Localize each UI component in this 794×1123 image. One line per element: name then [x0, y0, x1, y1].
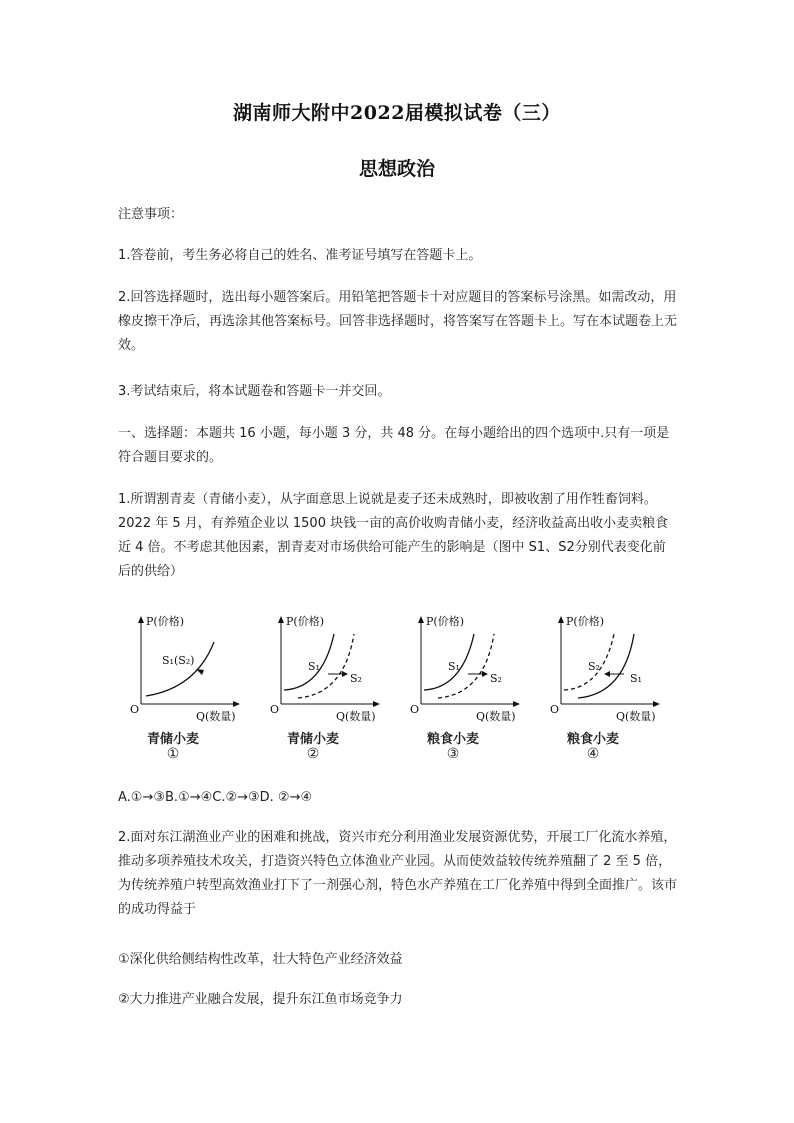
diagram-1-caption: 青储小麦 [146, 732, 199, 747]
s2-label: S₂ [588, 660, 600, 673]
x-axis-label: Q(数量) [196, 710, 236, 723]
diagram-4-caption: 粮食小麦 [566, 732, 619, 747]
y-axis-arrow [138, 616, 144, 623]
exam-title: 湖南师大附中2022届模拟试卷（三） [233, 102, 561, 124]
diagram-3-number: ③ [446, 746, 460, 762]
x-axis-arrow [233, 701, 240, 707]
x-axis-arrow [513, 701, 520, 707]
shift-arrow-head [342, 671, 348, 677]
curve-label: S₁(S₂) [162, 654, 195, 667]
origin-label: O [410, 703, 420, 716]
s1-label: S₁ [630, 672, 642, 685]
shift-arrow-head [482, 671, 488, 677]
x-axis-arrow [653, 701, 660, 707]
origin-label: O [550, 703, 560, 716]
question-2-stem: 2.面对东江湖渔业产业的困难和挑战，资兴市充分利用渔业发展资源优势，开展工厂化流水养殖，推动多项养殖技术攻关，打造资兴特色立体渔业产业园。从而使效益较传统养殖翻了 2 至 5 倍，为传统养殖户转型高效渔业打下了一剂强心剂，特色水产养殖在工厂化养殖中得到全面推广。该市的成功得益于 [118, 830, 678, 917]
diagram-3-caption: 粮食小麦 [426, 732, 479, 747]
notice-item-3: 3.考试结束后，将本试题卷和答题卡一并交回。 [118, 384, 391, 399]
y-axis-label: P(价格) [286, 615, 324, 628]
origin-label: O [130, 703, 140, 716]
supply-diagram-1 [118, 612, 258, 792]
s2-label: S₂ [350, 672, 362, 685]
x-axis-label: Q(数量) [476, 710, 516, 723]
notice-heading: 注意事项： [118, 207, 184, 222]
diagram-1-number: ① [166, 746, 180, 762]
notice-item-1: 1.答卷前，考生务必将自己的姓名、准考证号填写在答题卡上。 [118, 248, 482, 263]
question-1-stem: 1.所谓割青麦（青储小麦），从字面意思上说就是麦子还未成熟时，即被收割了用作牲畜饲料。2022 年 5 月，有养殖企业以 1500 块钱一亩的高价收购青储小麦，经济收益高出收小麦卖粮食近 4 倍。不考虑其他因素，割青麦对市场供给可能产生的影响是（图中 S1、S2分别代表变化前后的供给） [118, 492, 669, 579]
question-2-option-1: ①深化供给侧结构性改革，壮大特色产业经济效益 [118, 952, 403, 967]
y-axis-label: P(价格) [426, 615, 464, 628]
curve-arrow [196, 669, 204, 675]
s1-label: S₁ [448, 660, 460, 673]
y-axis-arrow [418, 616, 424, 623]
diagram-2-plot [258, 612, 398, 722]
shift-arrow-head [604, 671, 610, 677]
supply-curve-s2 [438, 634, 494, 698]
supply-curve-s2 [298, 634, 354, 698]
s1-label: S₁ [308, 660, 320, 673]
notice-item-2: 2.回答选择题时，选出每小题答案后。用铅笔把答题卡十对应题目的答案标号涂黑。如需改动，用橡皮擦干净后，再选涂其他答案标号。回答非选择题时，将答案写在答题卡上。写在本试题卷上无效。 [118, 290, 678, 353]
supply-diagram-3 [398, 612, 538, 792]
diagram-3-plot [398, 612, 538, 722]
question-1-options: A.①→③B.①→④C.②→③D. ②→④ [118, 790, 313, 805]
supply-diagram-2 [258, 612, 398, 792]
supply-curve-s1 [578, 634, 634, 698]
section-intro: 一、选择题：本题共 16 小题，每小题 3 分，共 48 分。在每小题给出的四个选项中.只有一项是符合题目要求的。 [118, 426, 670, 465]
diagram-4-number: ④ [586, 746, 600, 762]
x-axis-label: Q(数量) [336, 710, 376, 723]
y-axis-arrow [558, 616, 564, 623]
diagram-2-caption: 青储小麦 [286, 732, 339, 747]
diagram-4-plot [538, 612, 678, 722]
supply-curve-s1-s2 [146, 642, 214, 696]
x-axis-arrow [373, 701, 380, 707]
diagram-1-plot [118, 612, 258, 722]
question-2-option-2: ②大力推进产业融合发展，提升东江鱼市场竞争力 [118, 992, 403, 1007]
x-axis-label: Q(数量) [616, 710, 656, 723]
supply-diagram-4 [538, 612, 678, 792]
y-axis-arrow [278, 616, 284, 623]
y-axis-label: P(价格) [146, 615, 184, 628]
s2-label: S₂ [490, 672, 502, 685]
diagram-2-number: ② [306, 746, 320, 762]
origin-label: O [270, 703, 280, 716]
y-axis-label: P(价格) [566, 615, 604, 628]
supply-diagrams [118, 612, 678, 792]
subject-title: 思想政治 [358, 158, 435, 180]
